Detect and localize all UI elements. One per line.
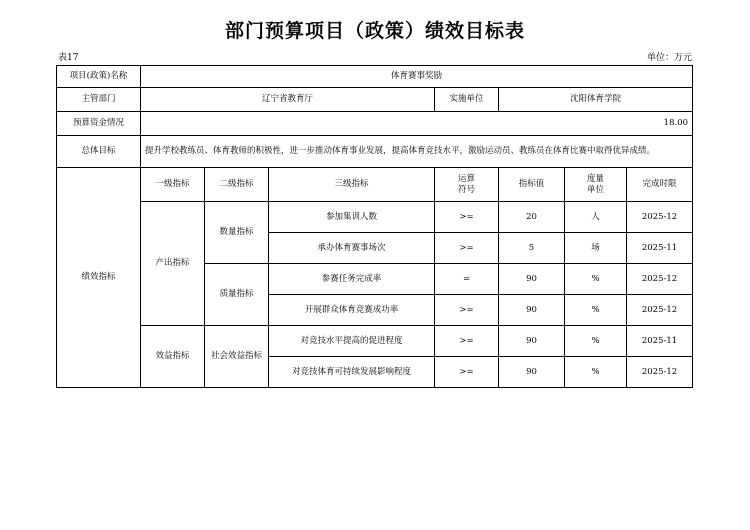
row-unit: 场 bbox=[565, 233, 627, 264]
perf-header-row bbox=[57, 168, 693, 202]
project-row bbox=[57, 66, 693, 88]
row-value: 90 bbox=[499, 295, 565, 326]
group-quantity: 数量指标 bbox=[205, 202, 269, 264]
header-op: 运算 符号 bbox=[435, 168, 499, 202]
group-benefit: 效益指标 bbox=[141, 326, 205, 388]
row-op: >= bbox=[435, 357, 499, 388]
performance-table bbox=[56, 65, 693, 388]
header-deadline: 完成时限 bbox=[627, 168, 693, 202]
row-deadline: 2025-12 bbox=[627, 357, 693, 388]
header-level1: 一级指标 bbox=[141, 168, 205, 202]
page-title: 部门预算项目（政策）绩效目标表 bbox=[224, 20, 525, 42]
budget-label: 预算资金情况 bbox=[57, 112, 141, 136]
goal-label: 总体目标 bbox=[57, 136, 141, 168]
perf-section-label: 绩效指标 bbox=[57, 168, 141, 388]
row-deadline: 2025-11 bbox=[627, 233, 693, 264]
dept-value: 辽宁省教育厅 bbox=[141, 88, 435, 112]
row-name: 参赛任务完成率 bbox=[269, 264, 435, 295]
row-value: 5 bbox=[499, 233, 565, 264]
row-op: >= bbox=[435, 326, 499, 357]
header-unit: 度量 单位 bbox=[565, 168, 627, 202]
impl-label: 实施单位 bbox=[435, 88, 499, 112]
row-deadline: 2025-12 bbox=[627, 295, 693, 326]
header-level3: 三级指标 bbox=[269, 168, 435, 202]
group-output: 产出指标 bbox=[141, 202, 205, 326]
row-name: 承办体育赛事场次 bbox=[269, 233, 435, 264]
project-value: 体育赛事奖励 bbox=[141, 66, 693, 88]
row-op: >= bbox=[435, 202, 499, 233]
budget-value: 18.00 bbox=[141, 112, 693, 136]
group-quality: 质量指标 bbox=[205, 264, 269, 326]
row-unit: 人 bbox=[565, 202, 627, 233]
row-unit: % bbox=[565, 326, 627, 357]
row-deadline: 2025-12 bbox=[627, 202, 693, 233]
dept-row bbox=[57, 88, 693, 112]
row-value: 20 bbox=[499, 202, 565, 233]
impl-value: 沈阳体育学院 bbox=[499, 88, 693, 112]
table-number: 表17 bbox=[58, 53, 79, 63]
row-value: 90 bbox=[499, 264, 565, 295]
row-value: 90 bbox=[499, 357, 565, 388]
project-label: 项目(政策)名称 bbox=[57, 66, 141, 88]
row-deadline: 2025-11 bbox=[627, 326, 693, 357]
row-name: 参加集训人数 bbox=[269, 202, 435, 233]
header-value: 指标值 bbox=[499, 168, 565, 202]
row-unit: % bbox=[565, 295, 627, 326]
goal-value: 提升学校教练员、体育教师的积极性，进一步推动体育事业发展，提高体育竞技水平，激励运动员、教练员在体育比赛中取得优异成绩。 bbox=[141, 136, 693, 168]
row-deadline: 2025-12 bbox=[627, 264, 693, 295]
row-value: 90 bbox=[499, 326, 565, 357]
row-op: = bbox=[435, 264, 499, 295]
row-op: >= bbox=[435, 295, 499, 326]
table-row bbox=[57, 326, 693, 357]
row-unit: % bbox=[565, 357, 627, 388]
group-social: 社会效益指标 bbox=[205, 326, 269, 388]
row-name: 对竞技体育可持续发展影响程度 bbox=[269, 357, 435, 388]
row-name: 开展群众体育竞赛成功率 bbox=[269, 295, 435, 326]
table-row bbox=[57, 202, 693, 233]
row-name: 对竞技水平提高的促进程度 bbox=[269, 326, 435, 357]
budget-row bbox=[57, 112, 693, 136]
unit-label: 单位：万元 bbox=[646, 53, 692, 63]
header-level2: 二级指标 bbox=[205, 168, 269, 202]
goal-row bbox=[57, 136, 693, 168]
row-op: >= bbox=[435, 233, 499, 264]
dept-label: 主管部门 bbox=[57, 88, 141, 112]
row-unit: % bbox=[565, 264, 627, 295]
